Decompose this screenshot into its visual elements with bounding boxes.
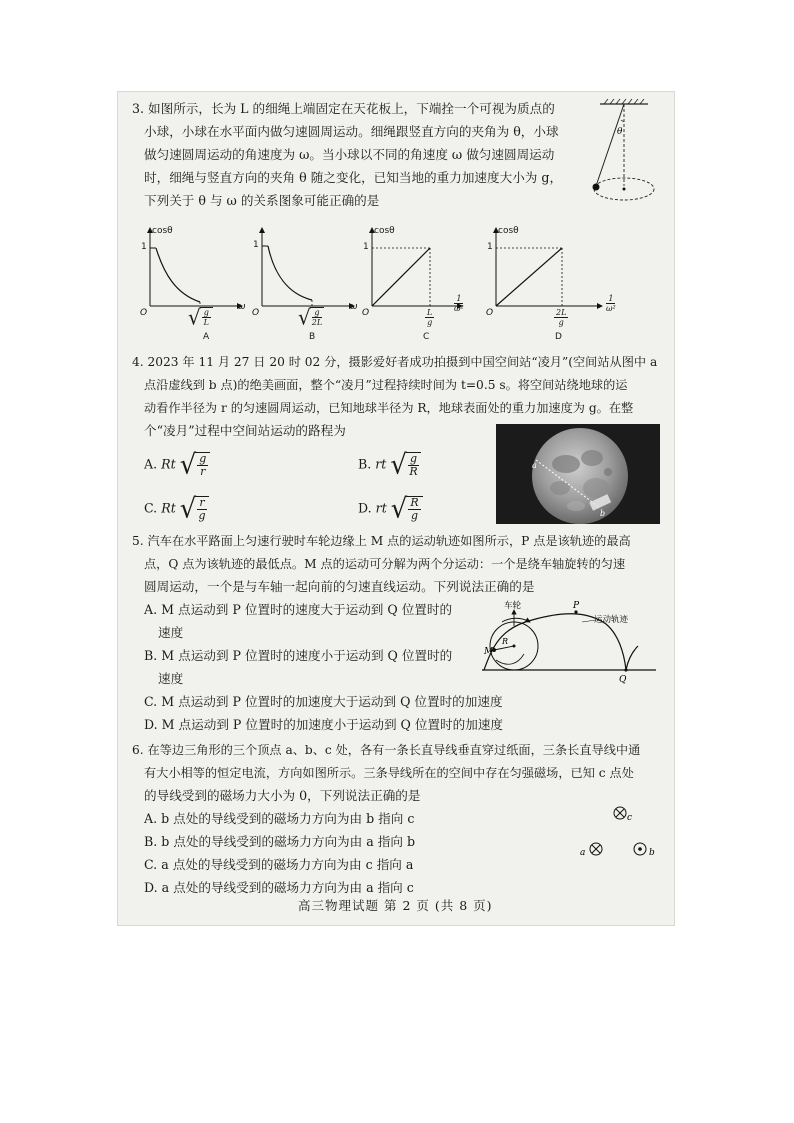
q3-line-4: 时，细绳与竖直方向的夹角 θ 随之变化，已知当地的重力加速度大小为 g，	[144, 170, 563, 185]
graph-c-tick: $\frac{L}{g}$	[427, 308, 433, 327]
q4-option-d[interactable]: D. rt √ $\frac{R}{g}$	[358, 496, 423, 522]
graph-a-letter: A	[203, 332, 210, 342]
graph-d-one: 1	[487, 242, 493, 252]
moon-photo	[496, 424, 660, 524]
q6-option-d[interactable]: D. a 点处的导线受到的磁场力方向为由 a 指向 c	[144, 880, 414, 895]
q3-line-3: 做匀速圆周运动的角速度为 ω。当小球以不同的角速度 ω 做匀速圆周运动	[144, 147, 555, 162]
wire-b-label: b	[649, 848, 655, 858]
q5-option-b-cont: 速度	[158, 671, 184, 686]
q6-line-2: 有大小相等的恒定电流，方向如图所示。三条导线所在的空间中存在匀强磁场，已知 c 点处	[144, 766, 634, 780]
q6-line-3: 的导线受到的磁场力大小为 0，下列说法正确的是	[144, 788, 421, 803]
wire-b-out-of-page-icon	[634, 843, 646, 855]
q3-line-5: 下列关于 θ 与 ω 的关系图象可能正确的是	[144, 193, 380, 208]
radius-label: R	[502, 637, 509, 646]
graph-d	[486, 224, 616, 326]
photo-point-b: b	[600, 509, 606, 518]
point-m-label: M	[484, 647, 494, 657]
wire-a-label: a	[580, 848, 586, 858]
graph-d-letter: D	[555, 332, 562, 342]
ball	[593, 184, 600, 191]
q5-line-3: 圆周运动，一个是与车轴一起向前的匀速直线运动。下列说法正确的是	[144, 579, 535, 594]
three-wires-figure	[576, 802, 666, 864]
wheel-label: 车轮	[504, 601, 522, 611]
photo-point-a: a	[532, 461, 537, 470]
graph-a-xlabel: ω	[238, 302, 246, 312]
q4-option-a[interactable]: A. Rt √ $\frac{g}{r}$	[144, 452, 210, 478]
q5-option-d[interactable]: D. M 点运动到 P 位置时的加速度小于运动到 Q 位置时的加速度	[144, 717, 504, 732]
q3-line-1: 3. 如图所示，长为 L 的细绳上端固定在天花板上，下端拴一个可视为质点的	[132, 101, 555, 116]
q6-option-c[interactable]: C. a 点处的导线受到的磁场力方向为由 c 指向 a	[144, 857, 414, 872]
q4-option-c[interactable]: C. Rt √ $\frac{r}{g}$	[144, 496, 209, 522]
graph-a-origin: O	[140, 308, 148, 318]
graph-d-ylabel: cosθ	[498, 226, 519, 236]
graph-c-one: 1	[363, 242, 369, 252]
conical-pendulum-figure	[588, 98, 668, 213]
q5-option-a[interactable]: A. M 点运动到 P 位置时的速度大于运动到 Q 位置时的	[144, 602, 453, 617]
q4-line-1: 4. 2023 年 11 月 27 日 20 时 02 分，摄影爱好者成功拍摄到中国空间站“凌月”(空间站从图中 a	[132, 355, 658, 369]
point-q-label: Q	[619, 675, 627, 685]
q6-line-1: 6. 在等边三角形的三个顶点 a、b、c 处，各有一条长直导线垂直穿过纸面，三条长直导线中通	[132, 743, 641, 757]
graph-b-letter: B	[309, 332, 316, 342]
graph-d-origin: O	[486, 308, 494, 318]
q6-option-a[interactable]: A. b 点处的导线受到的磁场力方向为由 b 指向 c	[144, 811, 415, 826]
q4-line-4: 个“凌月”过程中空间站运动的路程为	[144, 423, 346, 438]
graph-d-tick: $\frac{2L}{g}$	[556, 308, 567, 327]
graph-a-one: 1	[141, 242, 147, 252]
graph-c-origin: O	[362, 308, 370, 318]
wire-c-label: c	[627, 813, 633, 823]
graph-b	[252, 224, 360, 330]
q4-option-b[interactable]: B. rt √ $\frac{g}{R}$	[358, 452, 421, 478]
graph-c-letter: C	[423, 332, 430, 342]
point-p-label: P	[573, 601, 580, 611]
q5-line-2: 点，Q 点为该轨迹的最低点。M 点的运动可分解为两个分运动：一个是绕车轴旋转的匀速	[144, 557, 626, 571]
q5-option-b[interactable]: B. M 点运动到 P 位置时的速度小于运动到 Q 位置时的	[144, 648, 453, 663]
wire-c-into-page-icon	[614, 807, 626, 819]
track-label: 运动轨迹	[594, 615, 629, 625]
q4-line-3: 动看作半径为 r 的匀速圆周运动，已知地球半径为 R，地球表面处的重力加速度为 g。在整	[144, 401, 634, 415]
q5-option-c[interactable]: C. M 点运动到 P 位置时的加速度大于运动到 Q 位置时的加速度	[144, 694, 503, 709]
graph-b-origin: O	[252, 308, 260, 318]
q5-option-a-cont: 速度	[158, 625, 184, 640]
graph-a-tick: √ $\frac{g}{L}$	[188, 306, 213, 327]
wire-a-into-page-icon	[590, 843, 602, 855]
graph-a-ylabel: cosθ	[152, 226, 173, 236]
graph-c	[362, 224, 470, 326]
graph-b-tick: √ $\frac{g}{2L}$	[298, 303, 323, 330]
graph-a	[140, 224, 248, 330]
q4-line-2: 点沿虚线到 b 点)的绝美画面，整个“凌月”过程持续时间为 t=0.5 s。将空间站绕地球的运	[144, 378, 628, 392]
graph-d-xlabel: $\frac{1}{\text{ω²}}$	[606, 294, 616, 313]
cycloid-figure	[478, 598, 658, 688]
page-footer: 高三物理试题 第 2 页 (共 8 页)	[298, 898, 493, 913]
q6-option-b[interactable]: B. b 点处的导线受到的磁场力方向为由 a 指向 b	[144, 834, 415, 849]
theta-label: θ	[617, 127, 623, 137]
graph-b-one: 1	[253, 240, 259, 250]
graph-c-xlabel: $\frac{1}{\text{ω²}}$	[454, 294, 464, 313]
q5-line-1: 5. 汽车在水平路面上匀速行驶时车轮边缘上 M 点的运动轨迹如图所示，P 点是该轨迹的最高	[132, 534, 631, 548]
graph-c-ylabel: cosθ	[374, 226, 395, 236]
graph-b-xlabel: ω	[350, 302, 358, 312]
q3-line-2: 小球，小球在水平面内做匀速圆周运动。细绳跟竖直方向的夹角为 θ，小球	[144, 124, 559, 139]
